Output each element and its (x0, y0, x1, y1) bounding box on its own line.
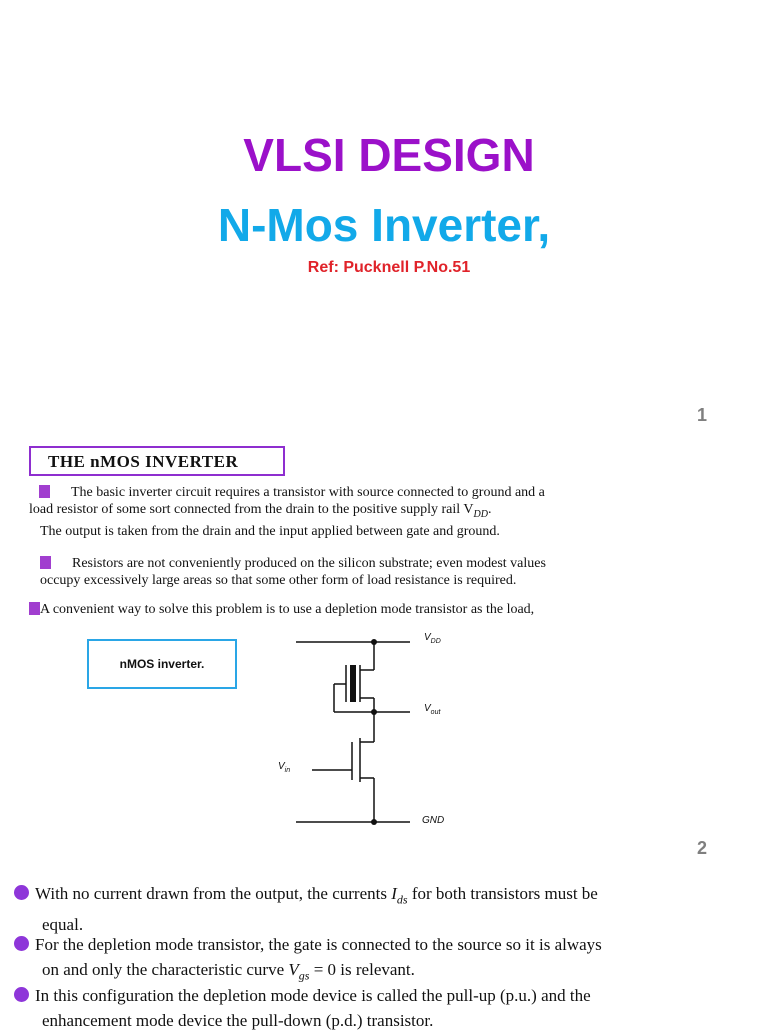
circle-bullet-icon (14, 936, 29, 951)
slide-title: VLSI DESIGN (243, 129, 535, 181)
slide-number-2: 2 (697, 838, 708, 858)
figure-caption: nMOS inverter. (87, 639, 237, 689)
nmos-inverter-circuit (250, 620, 470, 840)
circle-bullet-icon (14, 885, 29, 900)
paragraph-3: A convenient way to solve this problem is to use a depletion mode transistor as the load, (29, 601, 699, 618)
paragraph-2: Resistors are not conveniently produced on the silicon substrate; even modest values occupy excessively large areas so that some other form of load resistance is required. (40, 556, 546, 588)
square-bullet-icon (39, 485, 50, 498)
slide-subtitle: N-Mos Inverter, (217, 199, 551, 251)
vdd-label: $V_{DD}$ (424, 632, 441, 645)
vdd-node (371, 639, 377, 645)
depletion-channel (350, 665, 356, 702)
gnd-label: GND (422, 815, 445, 826)
gnd-node (371, 819, 377, 825)
circle-bullet-icon (14, 987, 29, 1002)
reference-text: Ref: Pucknell P.No.51 (307, 259, 471, 276)
bullet-1: With no current drawn from the output, the currents $I_{ds}$ for both transistors must be equal. (14, 881, 714, 937)
section-heading: THE nMOS INVERTER (29, 446, 285, 476)
vout-label: $V_{out}$ (424, 703, 441, 716)
square-bullet-icon (40, 556, 51, 569)
bullet-3: In this configuration the depletion mode device is called the pull-up (p.u.) and the enhancement mode device the pull-down (p.d.) transistor. (14, 983, 714, 1033)
vout-node (371, 709, 377, 715)
paragraph-1: The basic inverter circuit requires a transistor with source connected to ground and a load resistor of some sort connected from the drain to the positive supply rail $V_{DD}$. The output is taken from the drain and the input applied between gate and ground. (29, 485, 545, 539)
slide-number-1: 1 (697, 405, 708, 425)
square-bullet-icon (29, 602, 40, 615)
bullet-2: For the depletion mode transistor, the gate is connected to the source so it is always on and only the characteristic curve $V_{gs} = 0$ is relevant. (14, 932, 714, 988)
vin-label: $V_{in}$ (278, 761, 291, 774)
